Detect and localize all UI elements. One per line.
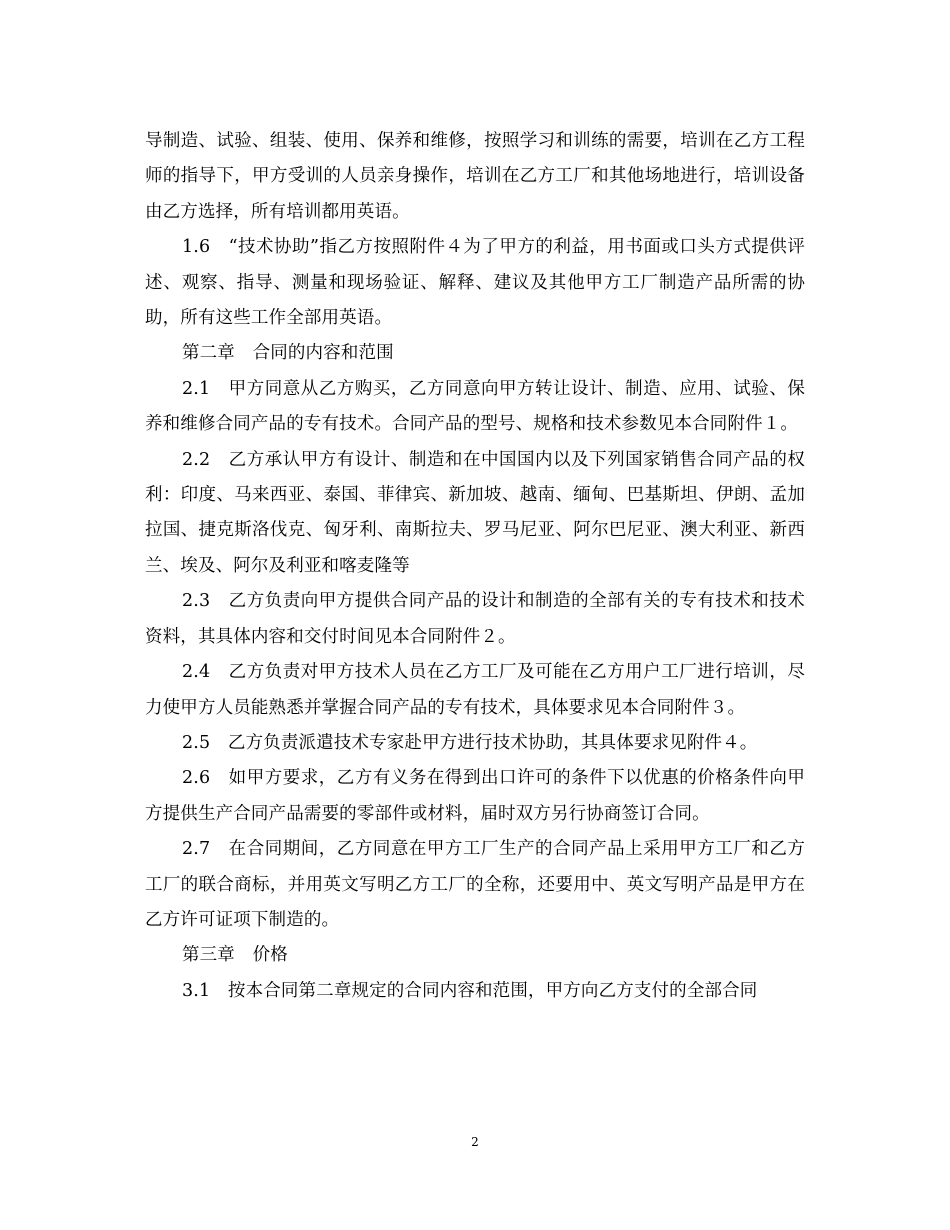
paragraph-1-6: 1.6 “技术协助”指乙方按照附件４为了甲方的利益，用书面或口头方式提供评述、观察、指导、测量和现场验证、解释、建议及其他甲方工厂制造产品所需的协助，所有这些工作全部用英语。 (145, 237, 805, 329)
page-number: 2 (471, 1135, 479, 1149)
paragraph-2-5: 2.5 乙方负责派遣技术专家赴甲方进行技术协助，其具体要求见附件４。 (182, 732, 758, 753)
paragraph-2-3: 2.3 乙方负责向甲方提供合同产品的设计和制造的全部有关的专有技术和技术资料，其具体内容和交付时间见本合同附件２。 (145, 591, 805, 647)
document-body (145, 124, 805, 1009)
paragraph-1-5-continuation: 导制造、试验、组装、使用、保养和维修，按照学习和训练的需要，培训在乙方工程师的指导下，甲方受训的人员亲身操作，培训在乙方工厂和其他场地进行，培训设备由乙方选择，所有培训都用英语。 (145, 131, 805, 222)
chapter-2-heading: 第二章 合同的内容和范围 (182, 343, 394, 364)
paragraph-2-1: 2.1 甲方同意从乙方购买，乙方同意向甲方转让设计、制造、应用、试验、保养和维修合同产品的专有技术。合同产品的型号、规格和技术参数见本合同附件１。 (145, 378, 805, 435)
paragraph-2-7: 2.7 在合同期间，乙方同意在甲方工厂生产的合同产品上采用甲方工厂和乙方工厂的联合商标，并用英文写明乙方工厂的全称，还要用中、英文写明产品是甲方在乙方许可证项下制造的。 (145, 839, 805, 930)
paragraph-2-2: 2.2 乙方承认甲方有设计、制造和在中国国内以及下列国家销售合同产品的权利：印度、马来西亚、泰国、菲律宾、新加坡、越南、缅甸、巴基斯坦、伊朗、孟加拉国、捷克斯洛伐克、匈牙利、南斯拉夫、罗马尼亚、阿尔巴尼亚、澳大利亚、新西兰、埃及、阿尔及利亚和喀麦隆等 (145, 449, 805, 576)
paragraph-3-1: 3.1 按本合同第二章规定的合同内容和范围，甲方向乙方支付的全部合同 (182, 980, 758, 1001)
paragraph-2-4: 2.4 乙方负责对甲方技术人员在乙方工厂及可能在乙方用户工厂进行培训，尽力使甲方人员能熟悉并掌握合同产品的专有技术，具体要求见本合同附件３。 (145, 662, 805, 718)
paragraph-2-6: 2.6 如甲方要求，乙方有义务在得到出口许可的条件下以优惠的价格条件向甲方提供生产合同产品需要的零部件或材料，届时双方另行协商签订合同。 (145, 768, 805, 824)
chapter-3-heading: 第三章 价格 (182, 945, 288, 966)
